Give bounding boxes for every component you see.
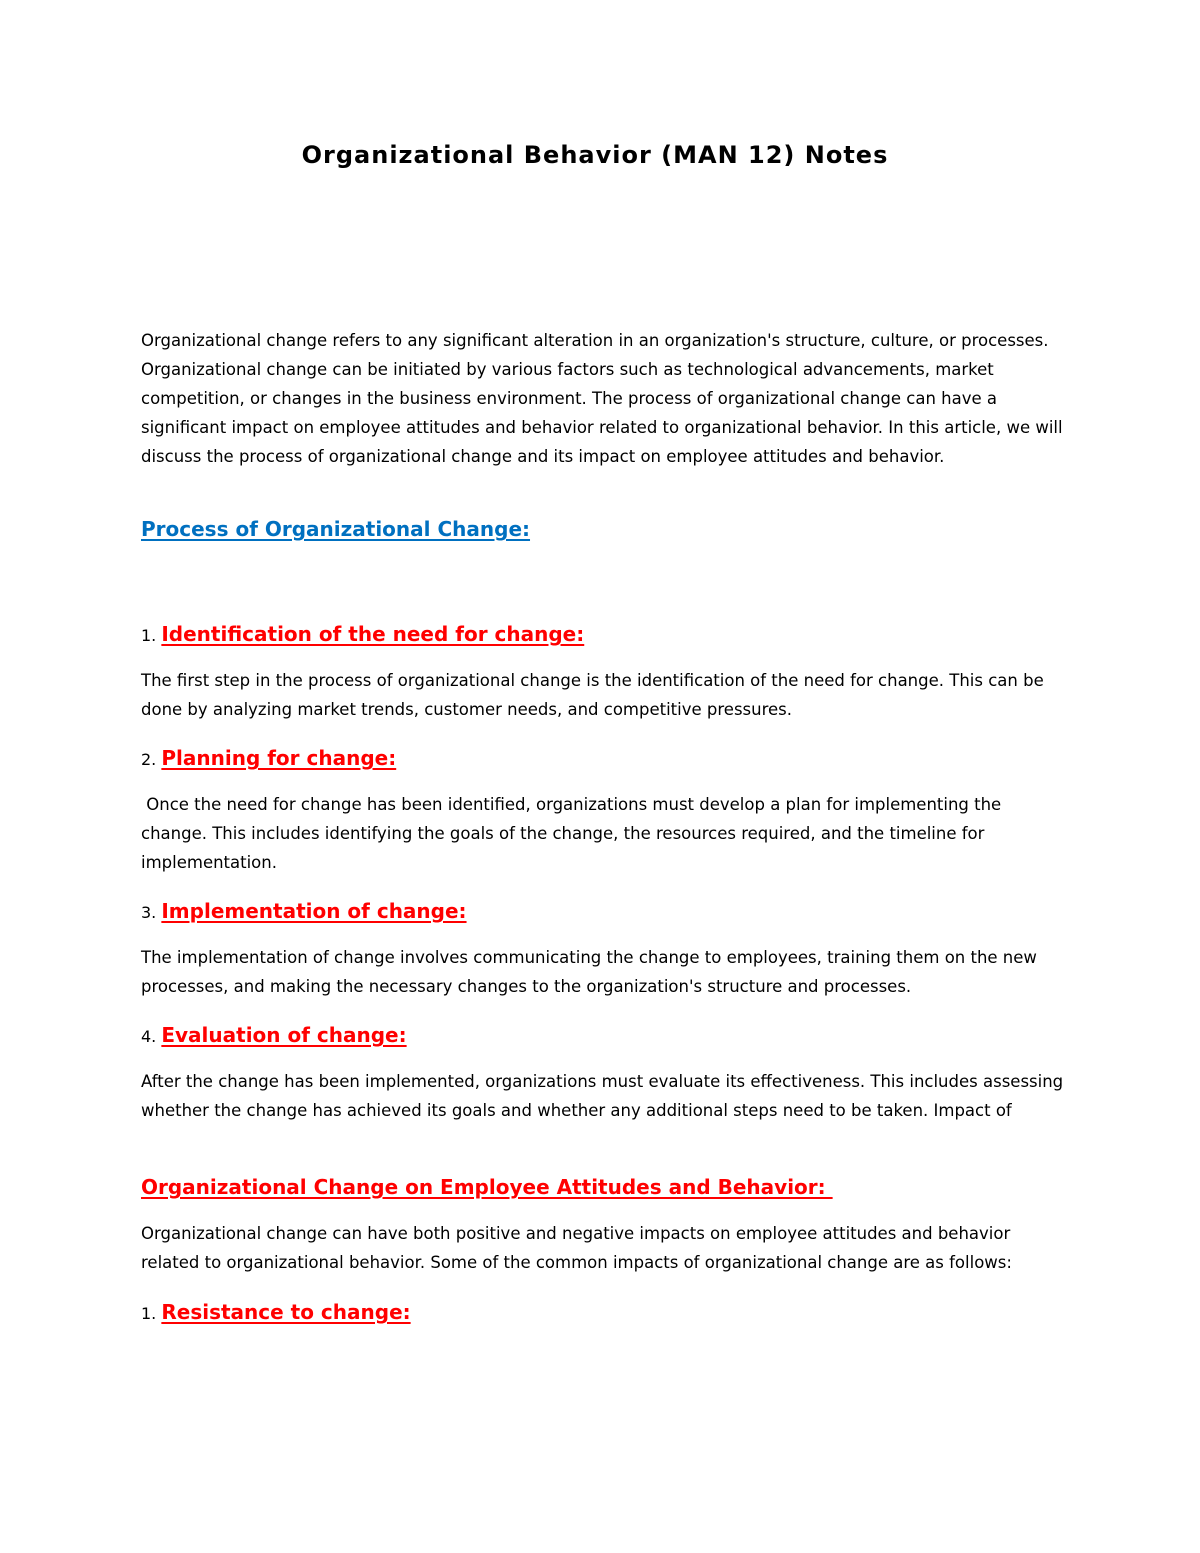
step-3-heading-line	[141, 896, 1071, 928]
step-2-heading: Planning for change:	[161, 746, 397, 770]
step-2-number: 2.	[141, 750, 157, 769]
process-heading: Process of Organizational Change:	[141, 517, 531, 541]
impact-1-heading: Resistance to change:	[161, 1300, 411, 1324]
impact-heading: Organizational Change on Employee Attitudes and Behavior:	[141, 1175, 833, 1199]
step-1-heading-line	[141, 619, 1071, 651]
step-1-body: The first step in the process of organizational change is the identification of the need for change. This can be done by analyzing market trends, customer needs, and competitive pressures.	[141, 671, 1044, 719]
step-4-body: After the change has been implemented, organizations must evaluate its effectiveness. This includes assessing whether the change has achieved its goals and whether any additional steps need to be taken. Impact of	[141, 1072, 1064, 1120]
impact-intro: Organizational change can have both positive and negative impacts on employee attitudes and behavior related to organizational behavior. Some of the common impacts of organizational change are as follows:	[141, 1224, 1012, 1272]
step-3-heading: Implementation of change:	[161, 899, 467, 923]
step-4-heading: Evaluation of change:	[161, 1023, 407, 1047]
step-4-heading-line	[141, 1020, 1071, 1052]
step-3-body: The implementation of change involves communicating the change to employees, training them on the new processes, and making the necessary changes to the organization's structure and processes.	[141, 948, 1037, 996]
impact-1-heading-line	[141, 1297, 1071, 1329]
step-1-heading: Identification of the need for change:	[161, 622, 585, 646]
step-2-body: Once the need for change has been identified, organizations must develop a plan for implementing the change. This includes identifying the goals of the change, the resources required, and the timeline for implementation.	[141, 795, 1007, 872]
step-2-heading-line	[141, 743, 1071, 775]
step-3-number: 3.	[141, 903, 157, 922]
step-4-number: 4.	[141, 1027, 157, 1046]
document-title: Organizational Behavior (MAN 12) Notes	[301, 141, 889, 169]
step-1-number: 1.	[141, 626, 157, 645]
impact-1-number: 1.	[141, 1304, 157, 1323]
intro-paragraph: Organizational change refers to any significant alteration in an organization's structure, culture, or processes. Organizational change can be initiated by various factors such as technological advancements, market competition, or changes in the business environment. The process of organizational change can have a significant impact on employee attitudes and behavior related to organizational behavior. In this article, we will discuss the process of organizational change and its impact on employee attitudes and behavior.	[141, 331, 1063, 466]
